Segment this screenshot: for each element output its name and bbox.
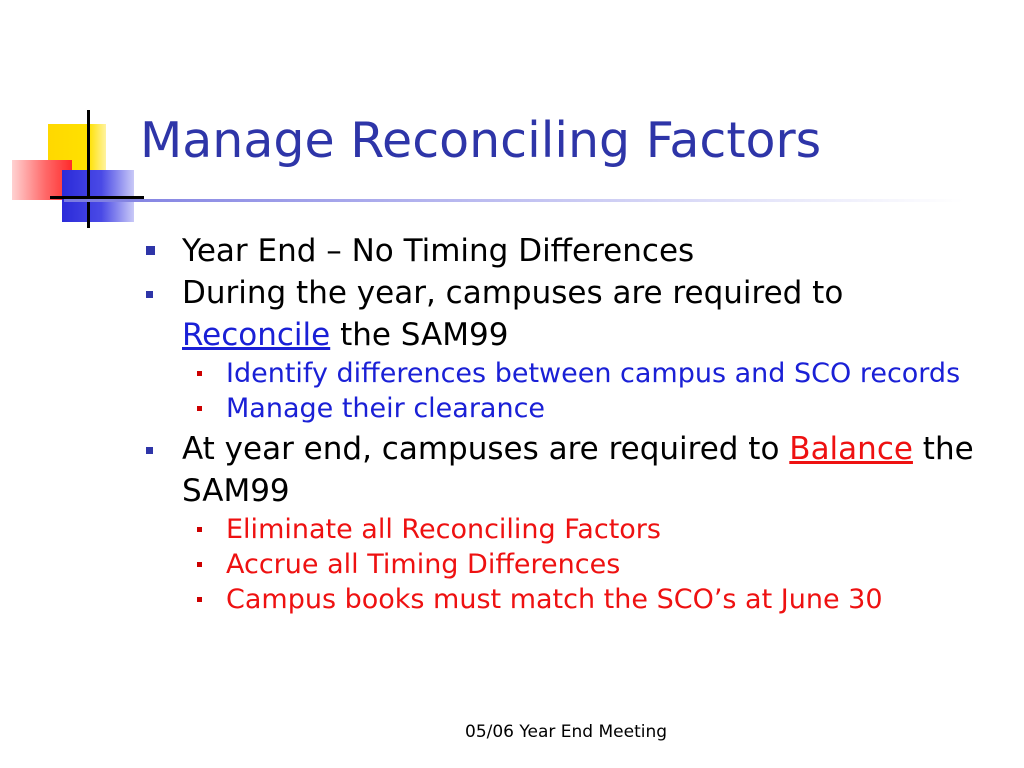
bullet-2-text-after: the SAM99 (340, 317, 509, 353)
bullet-icon (146, 447, 153, 454)
bullet-3-text: At year end, campuses are required to (182, 431, 780, 467)
sub-bullet-3-2 (140, 547, 1000, 582)
sub-bullet-text: Identify differences between campus and SCO records (226, 358, 961, 389)
sub-bullet-text: Manage their clearance (226, 393, 546, 424)
bullet-1-text: Year End – No Timing Differences (182, 233, 695, 269)
vertical-line (87, 110, 90, 228)
title-underline (64, 199, 964, 202)
bullet-2 (140, 272, 1000, 356)
sub-bullet-2-2 (140, 391, 1000, 426)
slide-title: Manage Reconciling Factors (140, 112, 822, 169)
bullet-list (140, 230, 1000, 617)
bullet-3-text-after: the SAM99 (182, 431, 974, 509)
bullet-3 (140, 428, 1000, 512)
sub-bullet-icon (197, 597, 202, 602)
sub-bullet-icon (197, 371, 202, 376)
sub-bullet-text: Eliminate all Reconciling Factors (226, 514, 661, 545)
corner-decoration (0, 0, 150, 240)
bullet-2-text: During the year, campuses are required to (182, 275, 844, 311)
slide-body (140, 230, 1000, 617)
reconcile-link[interactable]: Reconcile (182, 317, 331, 353)
sub-bullet-text: Campus books must match the SCO’s at June 30 (226, 584, 883, 615)
sub-bullet-icon (197, 527, 202, 532)
sub-bullet-icon (197, 562, 202, 567)
sub-bullet-icon (197, 406, 202, 411)
sub-bullet-3-1 (140, 512, 1000, 547)
sub-bullet-text: Accrue all Timing Differences (226, 549, 621, 580)
balance-link[interactable]: Balance (789, 431, 913, 467)
bullet-icon (146, 246, 155, 255)
sub-bullet-2-1 (140, 356, 1000, 391)
sub-bullet-3-3 (140, 582, 1000, 617)
bullet-1 (140, 230, 1000, 272)
slide-footer: 05/06 Year End Meeting (465, 722, 668, 742)
bullet-icon (146, 291, 153, 298)
